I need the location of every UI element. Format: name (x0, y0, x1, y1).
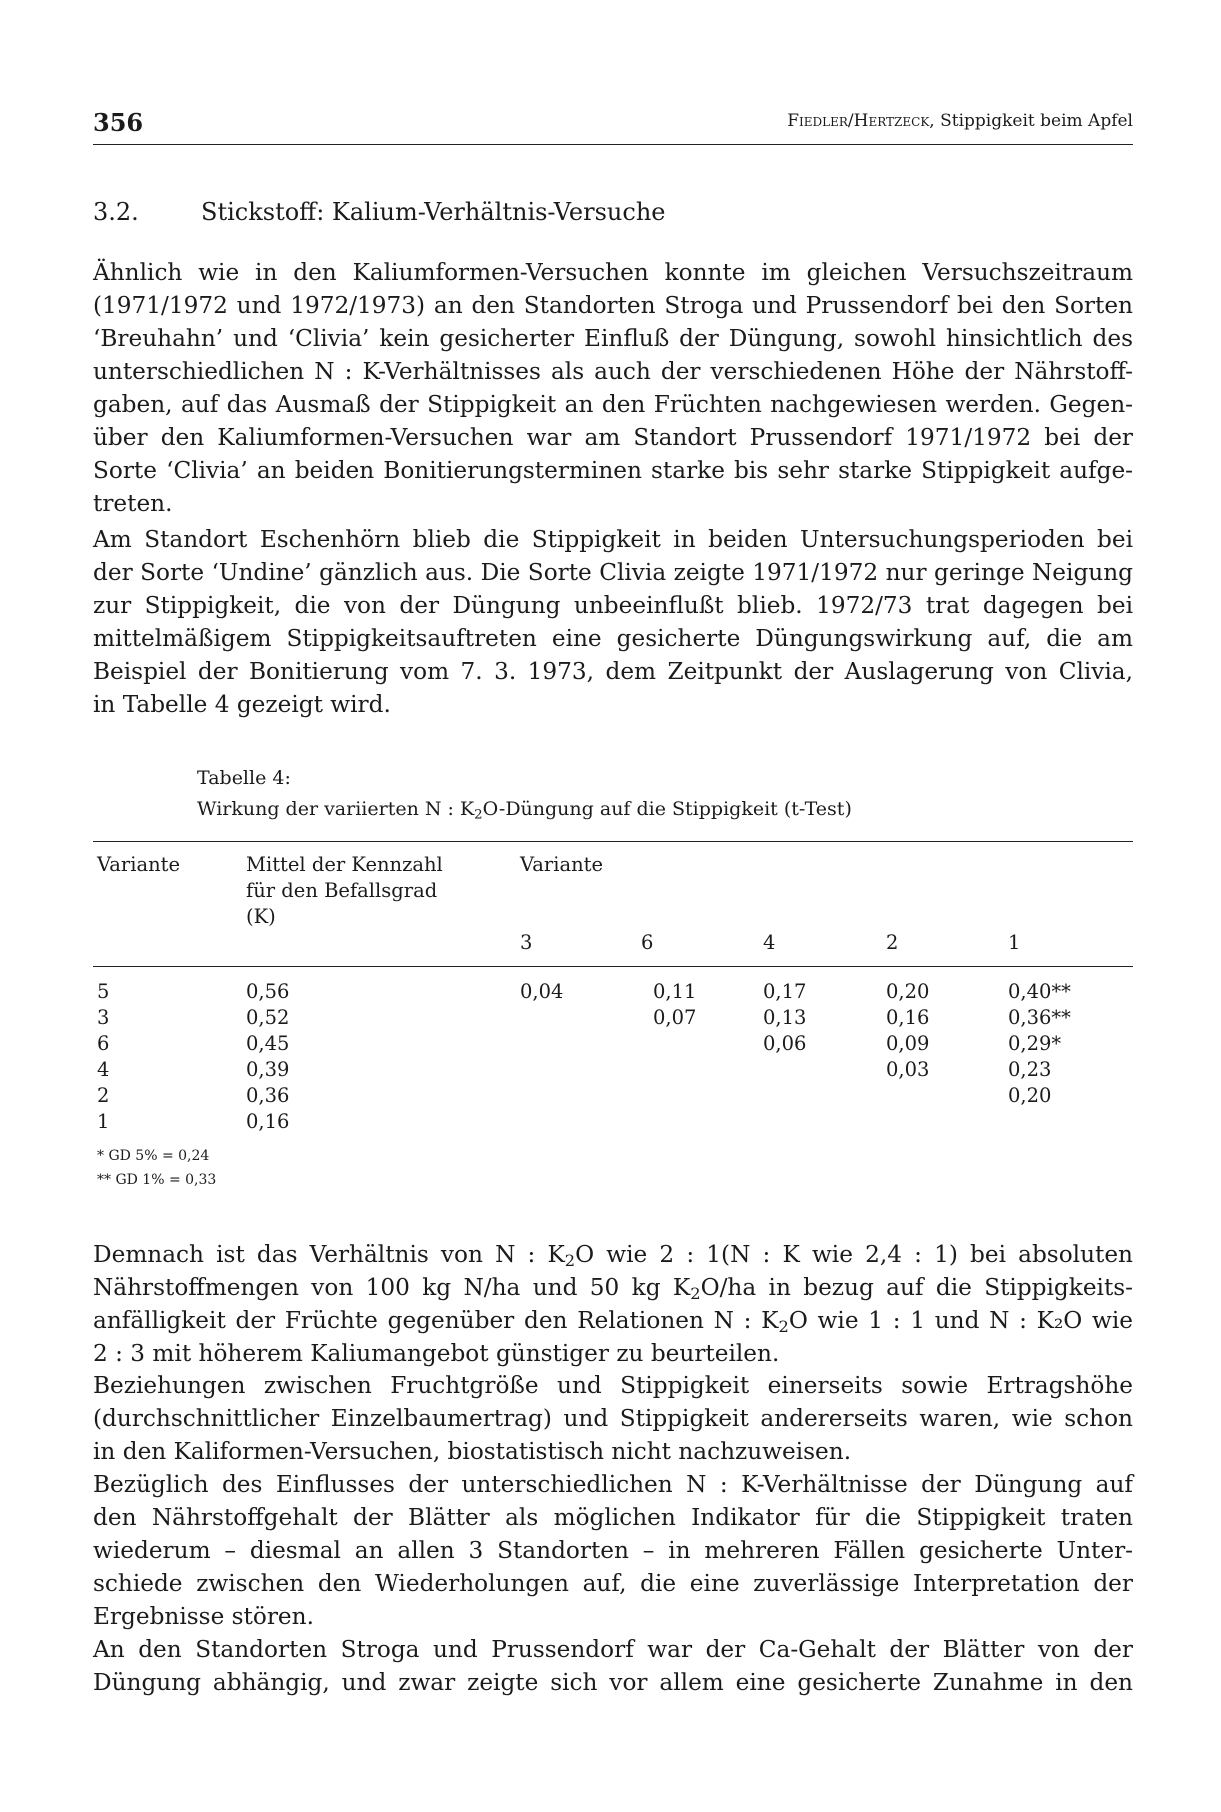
table-caption (197, 763, 852, 825)
text-run: 2 : 3 mit höherem Kaliumangebot günstiger zu beurteilen. (93, 1340, 780, 1367)
row-mittel: 0,16 (246, 1110, 290, 1133)
subheader-cell: 1 (1008, 931, 1021, 954)
text-line: (durchschnittlicher Einzelbaumertrag) und Stippigkeit andererseits waren, wie schon (93, 1405, 1133, 1432)
table-cell: 0,09 (886, 1032, 930, 1055)
table-cell: 0,13 (763, 1006, 807, 1029)
running-head (787, 111, 1133, 131)
text-run: Nährstoffmengen von 100 kg N/ha und 50 kg K (93, 1274, 691, 1301)
text-run: O/ha in bezug auf die Stippigkeits- (700, 1274, 1134, 1301)
text-line: in Tabelle 4 gezeigt wird. (93, 691, 391, 718)
text-line: unterschiedlichen N : K-Verhältnisses als auch der verschiedenen Höhe der Nährstoff- (93, 358, 1133, 385)
text-run: Demnach ist das Verhältnis von N : K (93, 1241, 565, 1268)
text-line (93, 1238, 1133, 1271)
row-variante: 3 (97, 1006, 110, 1029)
row-variante: 4 (97, 1058, 110, 1081)
text-line: Bezüglich des Einflusses der unterschiedlichen N : K-Verhältnisse der Düngung auf (93, 1471, 1133, 1498)
paragraph-1 (93, 256, 1133, 520)
table-cell: 0,03 (886, 1058, 930, 1081)
table-cell: 0,40** (1008, 980, 1071, 1003)
text-line: Sorte ‘Clivia’ an beiden Bonitierungsterminen starke bis sehr starke Stippigkeit aufge- (93, 457, 1133, 484)
row-mittel: 0,56 (246, 980, 290, 1003)
table-cell: 0,07 (653, 1006, 697, 1029)
subheader-cell: 4 (763, 931, 776, 954)
text-line: zur Stippigkeit, die von der Düngung unbeeinflußt blieb. 1972/73 trat dagegen bei (93, 592, 1133, 619)
row-variante: 2 (97, 1084, 110, 1107)
text-line: Ergebnisse stören. (93, 1603, 314, 1630)
table-footnote: ** GD 1% = 0,33 (97, 1172, 217, 1188)
table-title-pre: Wirkung der variierten N : K (197, 798, 475, 820)
text-run: O wie 1 : 1 und N : K₂O wie (788, 1307, 1133, 1334)
table-cell: 0,16 (886, 1006, 930, 1029)
section-heading (93, 198, 665, 226)
text-line: schiede zwischen den Wiederholungen auf, die eine zuverlässige Interpretation der (93, 1570, 1133, 1597)
section-number: 3.2. (93, 198, 139, 226)
header-mittel: Mittel der Kennzahl für den Befallsgrad (K) (246, 853, 443, 928)
text-line: den Nährstoffgehalt der Blätter als möglichen Indikator für die Stippigkeit traten (93, 1504, 1133, 1531)
row-mittel: 0,36 (246, 1084, 290, 1107)
text-line: treten. (93, 490, 173, 517)
table-cell: 0,20 (886, 980, 930, 1003)
table-cell: 0,06 (763, 1032, 807, 1055)
table-title-post: O-Düngung auf die Stippigkeit (t-Test) (482, 798, 852, 820)
table-cell: 0,20 (1008, 1084, 1052, 1107)
text-line (93, 1271, 1133, 1304)
table-label: Tabelle 4: (197, 767, 291, 789)
paragraph-4 (93, 1369, 1133, 1468)
text-line: Ähnlich wie in den Kaliumformen-Versuchen konnte im gleichen Versuchszeitraum (93, 259, 1133, 286)
row-variante: 6 (97, 1032, 110, 1055)
table-footnote: * GD 5% = 0,24 (97, 1148, 210, 1164)
header-variante: Variante (97, 853, 181, 876)
text-run: O wie 2 : 1(N : K wie 2,4 : 1) bei absoluten (575, 1241, 1133, 1268)
row-mittel: 0,39 (246, 1058, 290, 1081)
table-title-sub: 2 (474, 807, 483, 823)
subscript: 2 (564, 1251, 576, 1271)
text-line: gaben, auf das Ausmaß der Stippigkeit an den Früchten nachgewiesen werden. Gegen- (93, 391, 1133, 418)
subheader-cell: 2 (886, 931, 899, 954)
page-header (93, 108, 1133, 145)
text-line: Düngung abhängig, und zwar zeigte sich vor allem eine gesicherte Zunahme in den (93, 1669, 1133, 1696)
subscript: 2 (690, 1284, 701, 1304)
subheader-cell: 3 (520, 931, 533, 954)
text-run: anfälligkeit der Früchte gegenüber den Relationen N : K (93, 1307, 779, 1334)
table-cell: 0,17 (763, 980, 807, 1003)
text-line: Am Standort Eschenhörn blieb die Stippigkeit in beiden Untersuchungsperioden bei (93, 526, 1133, 553)
table-cell: 0,36** (1008, 1006, 1071, 1029)
table-rule-top (93, 841, 1133, 842)
subscript: 2 (778, 1317, 789, 1337)
table-rule-header (93, 966, 1133, 967)
header-variante-2: Variante (520, 853, 604, 876)
page-number: 356 (93, 108, 144, 137)
text-line: über den Kaliumformen-Versuchen war am Standort Prussendorf 1971/1972 bei der (93, 424, 1133, 451)
table-cell: 0,29* (1008, 1032, 1062, 1055)
text-line: An den Standorten Stroga und Prussendorf war der Ca-Gehalt der Blätter von der (93, 1636, 1133, 1663)
text-line: ‘Breuhahn’ und ‘Clivia’ kein gesicherter Einfluß der Düngung, sowohl hinsichtlich des (93, 325, 1133, 352)
row-mittel: 0,45 (246, 1032, 290, 1055)
row-mittel: 0,52 (246, 1006, 290, 1029)
paragraph-3 (93, 1238, 1133, 1370)
table-title (197, 794, 852, 825)
text-line: Beispiel der Bonitierung vom 7. 3. 1973, dem Zeitpunkt der Auslagerung von Clivia, (93, 658, 1133, 685)
text-line: mittelmäßigem Stippigkeitsauftreten eine gesicherte Düngungswirkung auf, die am (93, 625, 1133, 652)
text-line: in den Kaliformen-Versuchen, biostatistisch nicht nachzuweisen. (93, 1438, 852, 1465)
text-line: (1971/1972 und 1972/1973) an den Standorten Stroga und Prussendorf bei den Sorten (93, 292, 1133, 319)
row-variante: 1 (97, 1110, 110, 1133)
text-line (93, 1337, 1133, 1370)
text-line (93, 1304, 1133, 1337)
text-line: Beziehungen zwischen Fruchtgröße und Stippigkeit einerseits sowie Ertragshöhe (93, 1372, 1133, 1399)
subheader-cell: 6 (641, 931, 654, 954)
row-variante: 5 (97, 980, 110, 1003)
paragraph-6 (93, 1633, 1133, 1699)
table-cell: 0,11 (653, 980, 697, 1003)
text-line: wiederum – diesmal an allen 3 Standorten – in mehreren Fällen gesicherte Unter- (93, 1537, 1133, 1564)
table-cell: 0,04 (520, 980, 564, 1003)
paragraph-5 (93, 1468, 1133, 1633)
text-line: der Sorte ‘Undine’ gänzlich aus. Die Sorte Clivia zeigte 1971/1972 nur geringe Neigung (93, 559, 1133, 586)
section-title: Stickstoff: Kalium-Verhältnis-Versuche (201, 198, 666, 226)
running-head-authors: Fiedler/Hertzeck, (787, 111, 935, 131)
running-head-title: Stippigkeit beim Apfel (940, 111, 1133, 131)
table-cell: 0,23 (1008, 1058, 1052, 1081)
paragraph-2 (93, 523, 1133, 721)
